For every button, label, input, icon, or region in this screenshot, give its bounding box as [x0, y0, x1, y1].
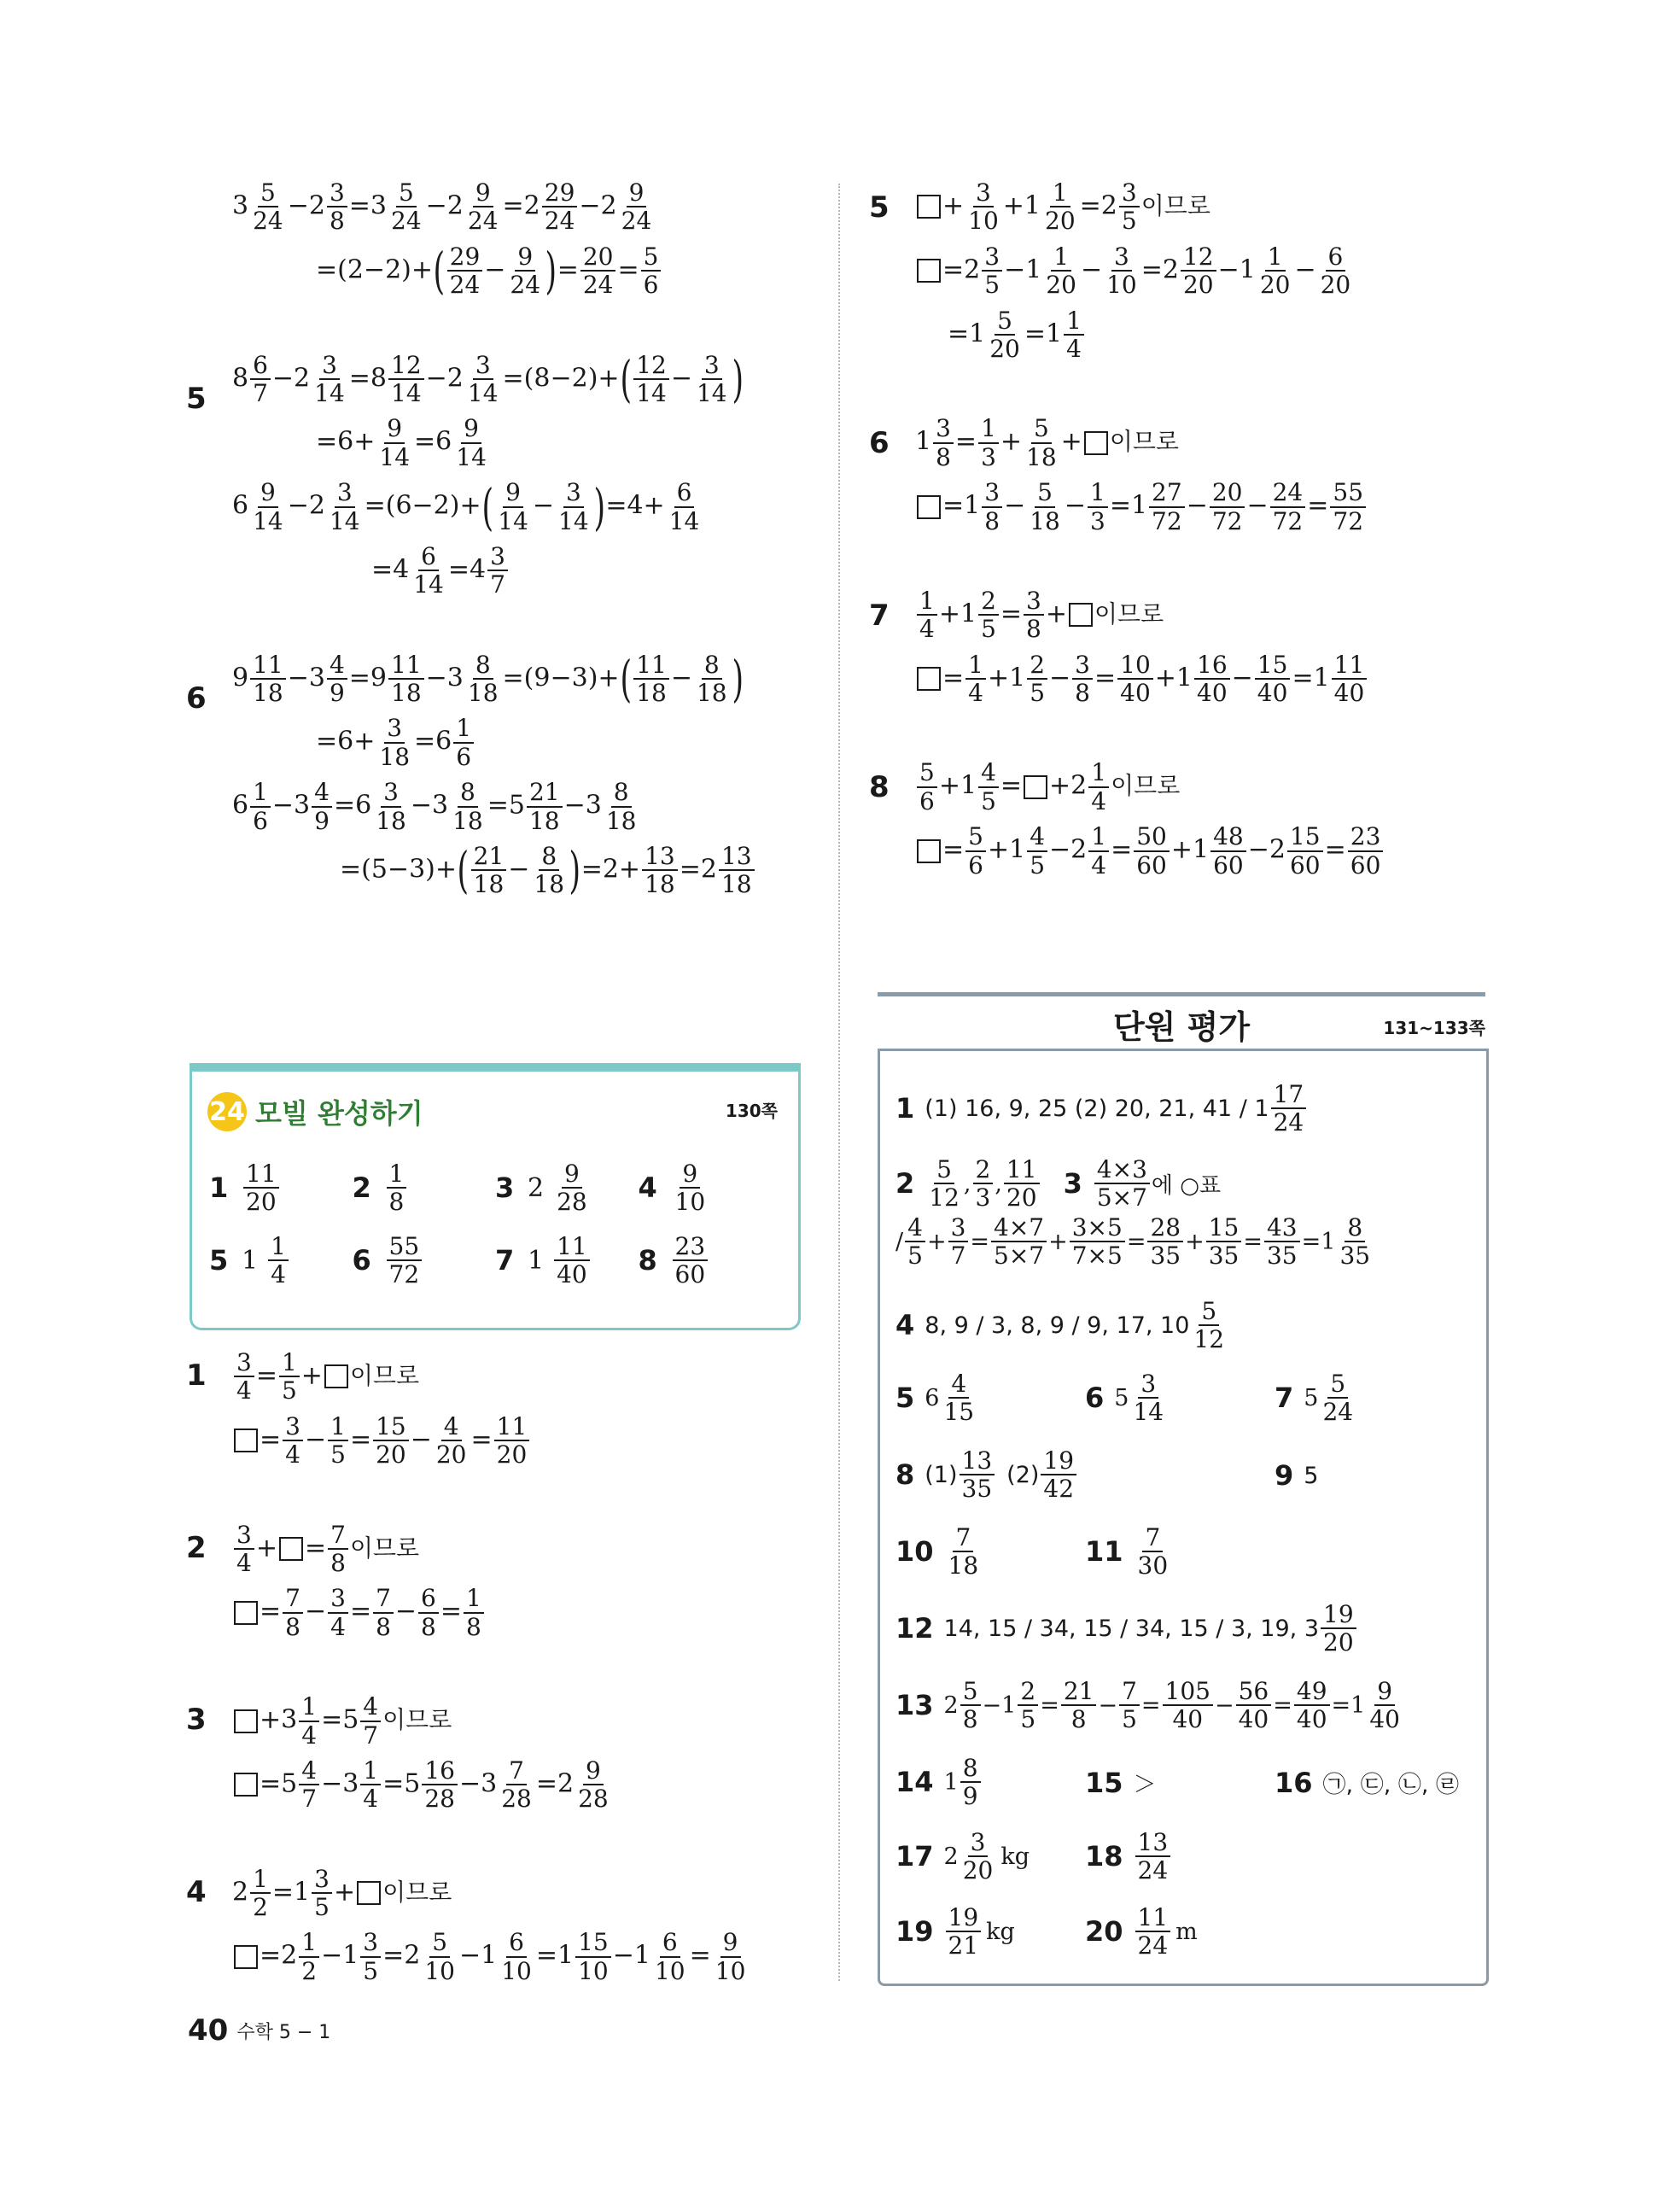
unit-answer-14: 14 1 8 9	[895, 1756, 983, 1809]
problem-number-r8: 8	[869, 770, 890, 805]
problem-number-3: 3	[186, 1703, 207, 1738]
subject-label: 수학 5 − 1	[236, 2021, 331, 2043]
unit-answer-20: 20 11 24 m	[1085, 1903, 1198, 1960]
mobile-answers-row-2: 5 1 1 4 6 55 72 7 1 11 40 8 23 60	[209, 1234, 781, 1288]
mobile-solution-1: 1 $\frac{3}{4}$ = $\frac{1}{5}$ + 이므로 = $\frac{3}{4}$ − $\frac{1}{5}$ = $\frac{15}{20}$ − $\frac{4}{20}$ = $\frac{11}{20}$	[188, 1345, 802, 1473]
page-footer	[188, 2013, 330, 2048]
problem-number-6: 6	[186, 681, 207, 716]
column-divider	[838, 184, 840, 1981]
solution-6: 6 9 $\frac{11}{18}$ −3 $\frac{4}{9}$ =9 $\frac{11}{18}$ −3 $\frac{8}{18}$ =(9−3)+( $\frac{11}{18}$ − $\frac{8}{18}$ ) =6+ $\frac{3}{18}$ =6 $\frac{1}{6}$ 6 $\frac{1}{6}$ −3 $\frac{4}{9}$ =6 $\frac{3}{18}$ −3 $\frac{8}{18}$ =5 $\frac{21}{18}$ −3 $\frac{8}{18}$ =(5−3)+( $\frac{21}{18}$ − $\frac{8}{18}$ )=2+ $\frac{13}{18}$ =2 $\frac{13}{18}$	[188, 647, 802, 903]
unit-answer-10: 10 7 18	[895, 1523, 979, 1580]
problem-number-1: 1	[186, 1358, 207, 1393]
right-column	[871, 175, 1494, 927]
unit-answer-9: 9 5	[1275, 1459, 1319, 1492]
problem-number-5: 5	[186, 381, 207, 416]
problem-number-r7: 7	[869, 598, 890, 633]
unit-answer-6: 6 5 3 14	[1085, 1370, 1164, 1427]
mobile-solution-2: 2 $\frac{3}{4}$ + = $\frac{7}{8}$ 이므로 = $\frac{7}{8}$ − $\frac{3}{4}$ = $\frac{7}{8}$ − $\frac{6}{8}$ = $\frac{1}{8}$	[188, 1517, 802, 1645]
solution-r8: 8 $\frac{5}{6}$ +1 $\frac{4}{5}$ = +2 $\frac{1}{4}$ 이므로 = $\frac{5}{6}$ +1 $\frac{4}{5}$ −2 $\frac{1}{4}$ = $\frac{50}{60}$ +1 $\frac{48}{60}$ −2 $\frac{15}{60}$ = $\frac{23}{60}$	[871, 755, 1494, 883]
unit-answer-11: 11 7 30	[1085, 1523, 1169, 1580]
unit-answer-3-work: / 4 5 + 3 7 = 4×7 5×7 + 3×5 7×5 = 28 35 + 15 35 = 43 35 =1 8 35	[895, 1213, 1371, 1271]
solution-r6: 6 1 $\frac{3}{8}$ = $\frac{1}{3}$ + $\frac{5}{18}$ + 이므로 =1 $\frac{3}{8}$ − $\frac{5}{18}$ − $\frac{1}{3}$ =1 $\frac{27}{72}$ − $\frac{20}{72}$ − $\frac{24}{72}$ = $\frac{55}{72}$	[871, 411, 1494, 539]
unit-answer-1: 1 (1) 16, 9, 25 (2) 20, 21, 41 / 1 17 24	[895, 1082, 1308, 1136]
unit-answer-18: 18 13 24	[1085, 1830, 1172, 1884]
unit-answer-2-3: 2 5 12 , 2 3 , 11 20 3 4×3 5×7 에 ○표	[895, 1155, 1222, 1212]
unit-answer-16: 16 ㉠, ㉢, ㉡, ㉣	[1275, 1766, 1460, 1799]
lesson-badge: 24	[207, 1092, 247, 1131]
solution-r7: 7 $\frac{1}{4}$ +1 $\frac{2}{5}$ = $\frac{3}{8}$ + 이므로 = $\frac{1}{4}$ +1 $\frac{2}{5}$ − $\frac{3}{8}$ = $\frac{10}{40}$ +1 $\frac{16}{40}$ − $\frac{15}{40}$ =1 $\frac{11}{40}$	[871, 583, 1494, 711]
solution-r5: 5 + $\frac{3}{10}$ +1 $\frac{1}{20}$ =2 $\frac{3}{5}$ 이므로 =2 $\frac{3}{5}$ −1 $\frac{1}{20}$ − $\frac{3}{10}$ =2 $\frac{12}{20}$ −1 $\frac{1}{20}$ − $\frac{6}{20}$ =1 $\frac{5}{20}$ =1 $\frac{1}{4}$	[869, 178, 1351, 363]
mobile-title: 모빌 완성하기	[255, 1097, 423, 1130]
mobile-solutions	[188, 1345, 802, 2033]
unit-answer-7: 7 5 5 24	[1275, 1370, 1354, 1427]
mobile-header	[207, 1092, 423, 1131]
solution-5: 5 8 $\frac{6}{7}$ −2 $\frac{3}{14}$ =8 $\frac{12}{14}$ −2 $\frac{3}{14}$ =(8−2)+( $\frac{12}{14}$ − $\frac{3}{14}$ ) =6+ $\frac{9}{14}$ =6 $\frac{9}{14}$ 6 $\frac{9}{14}$ −2 $\frac{3}{14}$ =(6−2)+( $\frac{9}{14}$ − $\frac{3}{14}$ )=4+ $\frac{6}{14}$ =4 $\frac{6}{14}$ =4 $\frac{3}{7}$	[186, 349, 744, 599]
unit-answer-13: 13 2 5 8 −1 2 5 = 21 8 − 7 5 = 105 40 − 56 40 = 49 40 =1 9 40	[895, 1677, 1400, 1734]
unit-answer-5: 5 6 4 15	[895, 1370, 975, 1427]
mobile-completion-box	[190, 1063, 801, 1330]
mobile-page-ref: 130쪽	[725, 1101, 778, 1121]
mobile-solution-3: 3 +3 $\frac{1}{4}$ =5 $\frac{4}{7}$ 이므로 =5 $\frac{4}{7}$ −3 $\frac{1}{4}$ =5 $\frac{16}{28}$ −3 $\frac{7}{28}$ =2 $\frac{9}{28}$	[186, 1692, 609, 1814]
solution-4-continued: 3 $\frac{5}{24}$ −2 $\frac{3}{8}$ =3 $\frac{5}{24}$ −2 $\frac{9}{24}$ =2 $\frac{29}{24}$ −2 $\frac{9}{24}$ =(2−2)+( $\frac{29}{24}$ − $\frac{9}{24}$ )= $\frac{20}{24}$ = $\frac{5}{6}$	[188, 175, 802, 303]
unit-answer-4: 4 8, 9 / 3, 8, 9 / 9, 17, 10 5 12	[895, 1297, 1225, 1354]
problem-number-r5: 5	[869, 190, 890, 225]
unit-answer-12: 12 14, 15 / 34, 15 / 34, 15 / 3, 19, 3 19 20	[895, 1602, 1358, 1656]
unit-evaluation-box	[878, 1049, 1489, 1986]
problem-number-2: 2	[186, 1530, 207, 1565]
unit-answer-17: 17 2 3 20 kg	[895, 1828, 1030, 1885]
unit-answer-19: 19 19 21 kg	[895, 1903, 1015, 1960]
page-number: 40	[188, 2013, 229, 2048]
mobile-answers-row-1: 1 11 20 2 1 8 3 2 9 28 4 9 10	[209, 1160, 706, 1217]
unit-answer-8: 8 (1) 13 35 (2) 19 42	[895, 1448, 1078, 1502]
problem-number-4: 4	[186, 1874, 207, 1909]
left-column	[188, 175, 802, 947]
unit-answer-15: 15 ＞	[1085, 1766, 1157, 1799]
unit-title: 단원 평가	[1112, 1008, 1251, 1046]
problem-number-r6: 6	[869, 426, 890, 461]
unit-title-bar	[878, 992, 1485, 996]
mobile-solution-4: 4 2 $\frac{1}{2}$ =1 $\frac{3}{5}$ + 이므로 =2 $\frac{1}{2}$ −1 $\frac{3}{5}$ =2 $\frac{5}{10}$ −1 $\frac{6}{10}$ =1 $\frac{15}{10}$ −1 $\frac{6}{10}$ = $\frac{9}{10}$	[186, 1864, 746, 1985]
unit-page-ref: 131~133쪽	[1383, 1018, 1485, 1038]
